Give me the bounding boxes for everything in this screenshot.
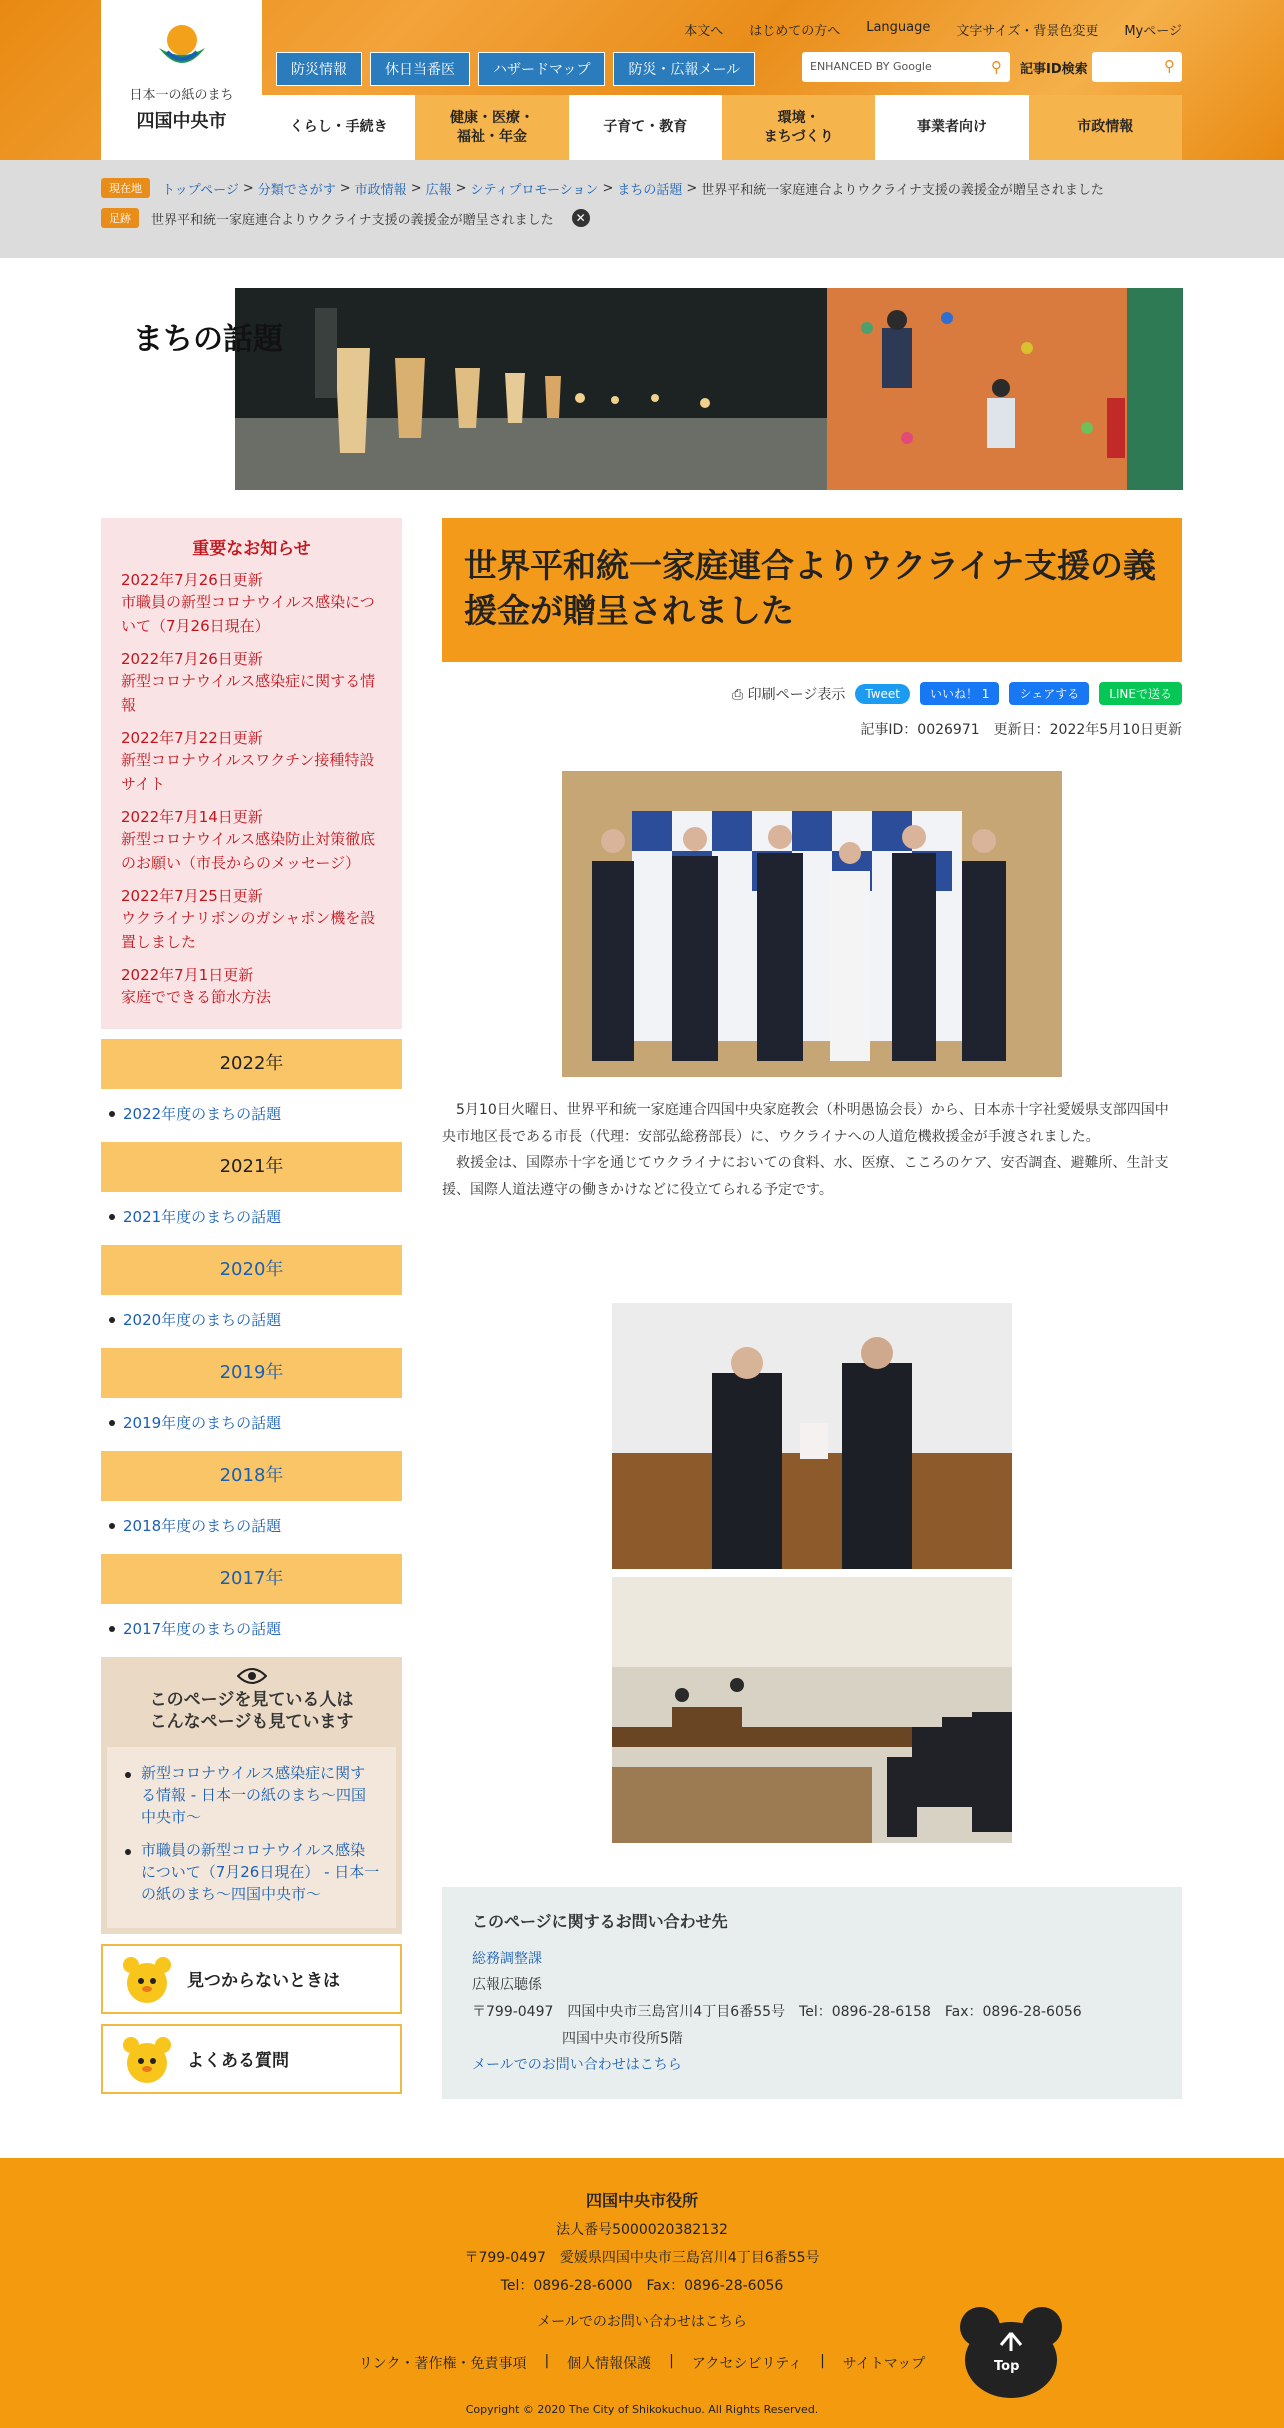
contact-address: 〒799-0497 四国中央市三島宮川4丁目6番55号 Tel：0896-28-6158 Fax：0896-28-6056	[472, 2003, 1082, 2020]
important-notices	[101, 518, 402, 1029]
footer-tel: Tel：0896-28-6000 Fax：0896-28-6056	[500, 2278, 784, 2294]
footer-links: リンク・著作権・免責事項 | 個人情報保護 | アクセシビリティ | サイトマップ	[358, 2353, 926, 2372]
handover-photo-illustration	[612, 1303, 1012, 1569]
global-nav	[262, 95, 1182, 160]
page-title: 世界平和統一家庭連合よりウクライナ支援の義援金が贈呈されました	[442, 518, 1182, 662]
breadcrumb-link[interactable]: トップページ	[162, 182, 239, 198]
article-paragraph: 5月10日火曜日、世界平和統一家庭連合四国中央家庭教会（朴明愚協会長）から、日本赤十字社愛媛県支部四国中央市地区長である市長（代理：安部弘総務部長）に、ウクライナへの人道危機救援金が手渡されました。	[442, 1102, 1169, 1145]
breadcrumb-link[interactable]: 市政情報	[354, 182, 407, 198]
not-found-button[interactable]	[101, 1944, 402, 2014]
list-item	[129, 1763, 380, 1828]
year-topics-link[interactable]: 2017年度のまちの話題	[123, 1620, 282, 1638]
tweet-button[interactable]: Tweet	[855, 684, 910, 704]
notice-date: 2022年7月25日更新	[121, 887, 263, 905]
hero-image-climbing	[827, 288, 1183, 490]
climbing-photo-illustration	[827, 288, 1183, 490]
group-photo-illustration	[562, 771, 1062, 1077]
faq-button[interactable]	[101, 2024, 402, 2094]
also-viewed-link[interactable]: 新型コロナウイルス感染症に関する情報 - 日本一の紙のまち～四国中央市～	[141, 1764, 366, 1826]
link-language[interactable]: Language	[866, 20, 931, 35]
holiday-doctor-button[interactable]: 休日当番医	[370, 52, 470, 86]
footer-link[interactable]: サイトマップ	[842, 2356, 926, 2372]
close-icon[interactable]: ✕	[572, 209, 590, 227]
facebook-share-button[interactable]: シェアする	[1009, 682, 1089, 705]
hero-title: まちの話題	[133, 322, 283, 357]
year-heading: 2021年	[101, 1142, 402, 1192]
contact-floor: 四国中央市役所5階	[562, 2030, 683, 2047]
current-location-tag: 現在地	[101, 178, 150, 198]
notice-date: 2022年7月14日更新	[121, 808, 263, 826]
search-placeholder: ENHANCED BY Google	[810, 60, 932, 73]
lantern-photo-illustration	[235, 288, 827, 490]
footer-corp-number: 法人番号5000020382132	[556, 2222, 728, 2238]
city-logo-icon	[157, 22, 207, 74]
article-photo-group	[562, 771, 1062, 1077]
article-photo-room	[612, 1577, 1012, 1843]
site-logo[interactable]	[101, 0, 262, 160]
notice-link[interactable]: 新型コロナウイルスワクチン接種特設サイト	[121, 751, 375, 793]
year-heading: 2022年	[101, 1039, 402, 1089]
footer-link[interactable]: 個人情報保護	[567, 2356, 652, 2372]
mascot-icon	[119, 2031, 175, 2087]
notice-date: 2022年7月26日更新	[121, 571, 263, 589]
year-heading-link[interactable]: 2017年	[219, 1568, 284, 1589]
copyright: Copyright © 2020 The City of Shikokuchuo. All Rights Reserved.	[465, 2403, 819, 2416]
disaster-mail-button[interactable]: 防災・広報メール	[613, 52, 755, 86]
year-heading-link[interactable]: 2018年	[219, 1465, 284, 1486]
notice-link[interactable]: 新型コロナウイルス感染防止対策徹底のお願い（市長からのメッセージ）	[121, 830, 376, 872]
back-to-top-label: Top	[994, 2359, 1020, 2374]
contact-section: 広報広聴係	[472, 1977, 542, 1994]
notice-date: 2022年7月1日更新	[121, 966, 254, 984]
mascot-icon	[119, 1951, 175, 2007]
footer-org-name: 四国中央市役所	[585, 2191, 698, 2210]
footer-link[interactable]: アクセシビリティ	[691, 2356, 803, 2372]
main-content	[442, 518, 1182, 2099]
link-beginners[interactable]: はじめての方へ	[749, 24, 841, 39]
print-button[interactable]	[732, 684, 845, 704]
share-bar	[442, 682, 1182, 705]
hero-image-lanterns	[235, 288, 827, 490]
site-search-input[interactable]	[802, 52, 1010, 82]
nav-environment[interactable]: 環境・ まちづくり	[722, 95, 875, 160]
article-paragraph: 救援金は、国際赤十字を通じてウクライナにおいての食料、水、医療、こころのケア、安否調査、避難所、生計支援、国際人道法遵守の働きかけなどに役立てられる予定です。	[442, 1155, 1169, 1198]
notice-link[interactable]: 新型コロナウイルス感染症に関する情報	[121, 672, 376, 714]
site-header	[0, 0, 1284, 160]
mascot-silhouette-icon	[958, 2305, 1064, 2400]
link-font-size[interactable]: 文字サイズ・背景色変更	[956, 24, 1099, 39]
breadcrumb-link[interactable]: シティプロモーション	[470, 182, 599, 198]
history-item: 世界平和統一家庭連合よりウクライナ支援の義援金が贈呈されました	[151, 212, 554, 228]
nav-living[interactable]: くらし・手続き	[262, 95, 415, 160]
also-viewed-title: このページを見ている人は こんなページも見ています	[149, 1690, 354, 1733]
year-heading-link[interactable]: 2019年	[219, 1362, 284, 1383]
contact-heading: このページに関するお問い合わせ先	[472, 1912, 728, 1932]
breadcrumb-link[interactable]: まちの話題	[617, 182, 683, 198]
eye-icon	[237, 1667, 267, 1685]
print-label: 印刷ページ表示	[747, 686, 846, 703]
article-photo-handover	[612, 1303, 1012, 1569]
quick-buttons	[276, 52, 755, 86]
breadcrumb-link[interactable]: 分類でさがす	[257, 182, 336, 198]
disaster-info-button[interactable]: 防災情報	[276, 52, 362, 86]
nav-city-info[interactable]: 市政情報	[1029, 95, 1182, 160]
logo-city-name: 四国中央市	[136, 111, 227, 132]
hazard-map-button[interactable]: ハザードマップ	[478, 52, 605, 86]
history-tag: 足跡	[101, 208, 139, 228]
footer-link[interactable]: リンク・著作権・免責事項	[358, 2356, 527, 2372]
nav-health[interactable]: 健康・医療・ 福祉・年金	[415, 95, 568, 160]
article-body	[442, 1097, 1182, 1203]
footer-mail-link[interactable]: メールでのお問い合わせはこちら	[537, 2314, 747, 2330]
site-footer	[0, 2158, 1284, 2428]
back-to-top-button[interactable]	[958, 2305, 1064, 2400]
contact-box	[442, 1887, 1182, 2098]
line-share-button[interactable]: LINEで送る	[1099, 682, 1182, 705]
breadcrumb-link[interactable]: 広報	[425, 182, 452, 198]
nav-childcare[interactable]: 子育て・教育	[569, 95, 722, 160]
notice-link[interactable]: 市職員の新型コロナウイルス感染について（7月26日現在）	[121, 593, 375, 635]
sidebar	[101, 518, 402, 2094]
also-viewed-heading	[101, 1657, 402, 1747]
contact-dept-link[interactable]: 総務調整課	[472, 1950, 542, 1967]
top-links	[684, 20, 1182, 39]
year-topics-link[interactable]: 2020年度のまちの話題	[123, 1311, 282, 1329]
faq-label: よくある質問	[187, 2051, 289, 2072]
year-topics-link[interactable]: 2022年度のまちの話題	[123, 1105, 282, 1123]
not-found-label: 見つからないときは	[187, 1971, 340, 1992]
facebook-like-button[interactable]: いいね！ 1	[920, 682, 999, 705]
year-topics-link[interactable]: 2018年度のまちの話題	[123, 1517, 282, 1535]
room-photo-illustration	[612, 1577, 1012, 1843]
notice-date: 2022年7月22日更新	[121, 729, 263, 747]
contact-mail-link[interactable]: メールでのお問い合わせはこちら	[472, 2057, 682, 2074]
search-icon[interactable]: ⚲	[1164, 57, 1175, 75]
notice-date: 2022年7月26日更新	[121, 650, 263, 668]
search-icon[interactable]: ⚲	[991, 58, 1002, 76]
footer-address: 〒799-0497 愛媛県四国中央市三島宮川4丁目6番55号	[464, 2250, 820, 2266]
article-meta: 記事ID：0026971 更新日：2022年5月10日更新	[860, 722, 1182, 738]
article-id-input[interactable]	[1092, 52, 1182, 82]
link-my-page[interactable]: Myページ	[1124, 24, 1182, 39]
article-id-search-label: 記事ID検索	[1020, 62, 1088, 77]
breadcrumb: 現在地 トップページ > 分類でさがす > 市政情報 > 広報 > シティプロモーション > まちの話題 > 世界平和統一家庭連合よりウクライナ支援の義援金が贈呈されました 足跡 世界平和統一家庭連合よりウクライナ支援の義援金が贈呈されました ✕	[0, 160, 1284, 258]
also-viewed-box	[101, 1657, 402, 1934]
breadcrumb-current: 世界平和統一家庭連合よりウクライナ支援の義援金が贈呈されました	[701, 182, 1104, 198]
year-heading-link[interactable]: 2020年	[219, 1259, 284, 1280]
logo-tagline: 日本一の紙のまち	[129, 88, 234, 103]
list-item	[129, 1840, 380, 1905]
section-hero	[101, 288, 1183, 490]
notice-link[interactable]: 家庭でできる節水方法	[121, 988, 272, 1006]
also-viewed-link[interactable]: 市職員の新型コロナウイルス感染について（7月26日現在） - 日本一の紙のまち～四国中央市～	[141, 1841, 380, 1903]
notice-heading: 重要なお知らせ	[192, 539, 311, 559]
year-topics-link[interactable]: 2021年度のまちの話題	[123, 1208, 282, 1226]
nav-business[interactable]: 事業者向け	[875, 95, 1028, 160]
printer-icon: ⎙	[731, 686, 748, 703]
link-skip-to-content[interactable]: 本文へ	[684, 24, 724, 39]
notice-link[interactable]: ウクライナリボンのガシャポン機を設置しました	[121, 909, 376, 951]
year-topics-link[interactable]: 2019年度のまちの話題	[123, 1414, 282, 1432]
